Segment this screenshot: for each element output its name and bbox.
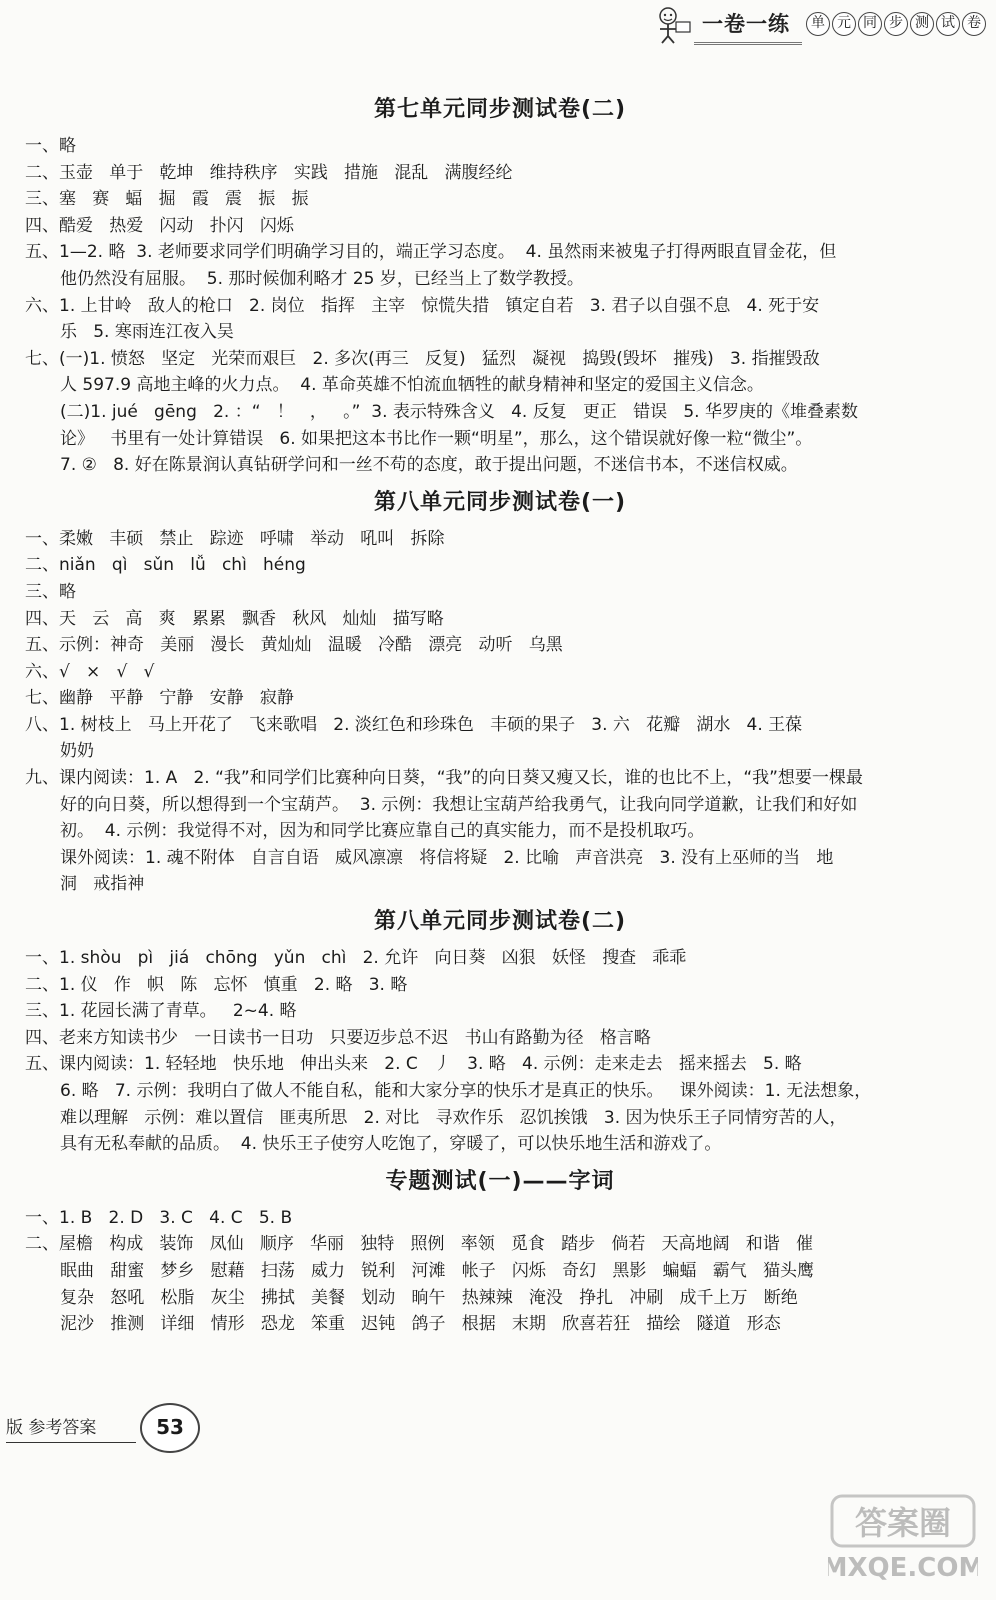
section-title: 第八单元同步测试卷(一)	[373, 489, 627, 515]
answer-line: 二、niǎn qì sǔn lǚ chì héng	[25, 555, 306, 576]
answer-line: (二)1. jué gēng 2. ：“ ！ ， 。” 3. 表示特殊含义 4. 反复 更正 错误 5. 华罗庚的《堆叠素数	[60, 401, 858, 422]
answer-line: 一、柔嫩 丰硕 禁止 踪迹 呼啸 举动 吼叫 拆除	[25, 528, 445, 549]
answer-line: 七、(一)1. 愤怒 坚定 光荣而艰巨 2. 多次(再三 反复) 猛烈 凝视 捣毁(毁坏 摧残) 3. 指摧毁敌	[25, 348, 820, 369]
subtitle-char: 单	[806, 12, 830, 36]
answer-line: 三、略	[25, 581, 76, 602]
answer-line: 初。 4. 示例：我觉得不对，因为和同学比赛应靠自己的真实能力，而不是投机取巧。	[60, 821, 705, 842]
subtitle-char: 步	[884, 12, 908, 36]
answer-line: 四、老来方知读书少 一日读书一日功 只要迈步总不迟 书山有路勤为径 格言略	[25, 1027, 651, 1048]
answer-line: 7. ② 8. 好在陈景润认真钻研学问和一丝不苟的态度，敢于提出问题，不迷信书本，不迷信权威。	[60, 455, 798, 476]
answer-line: 人 597.9 高地主峰的火力点。 4. 革命英雄不怕流血牺牲的献身精神和坚定的爱国主义信念。	[60, 375, 764, 396]
answer-line: 八、1. 树枝上 马上开花了 飞来歌唱 2. 淡红色和珍珠色 丰硕的果子 3. 六 花瓣 湖水 4. 王葆	[25, 714, 803, 735]
answer-line: 课外阅读：1. 魂不附体 自言自语 威风凛凛 将信将疑 2. 比喻 声音洪亮 3. 没有上巫师的当 地	[60, 847, 834, 868]
section-title: 专题测试(一)——字词	[385, 1168, 615, 1194]
answer-line: 三、1. 花园长满了青草。 2~4. 略	[25, 1001, 297, 1022]
subtitle-char: 元	[832, 12, 856, 36]
answer-line: 6. 略 7. 示例：我明白了做人不能自私，能和大家分享的快乐才是真正的快乐。 课外阅读：1. 无法想象，	[60, 1081, 872, 1101]
subtitle-char: 同	[858, 12, 882, 36]
answer-line: 难以理解 示例：难以置信 匪夷所思 2. 对比 寻欢作乐 忍饥挨饿 3. 因为快乐王子同情穷苦的人，	[60, 1107, 847, 1128]
answer-line: 二、玉壶 单于 乾坤 维持秩序 实践 措施 混乱 满腹经纶	[25, 162, 513, 183]
answer-line: 具有无私奉献的品质。 4. 快乐王子使穷人吃饱了，穿暖了，可以快乐地生活和游戏了。	[60, 1134, 722, 1155]
book-series-title: 一卷一练	[694, 4, 802, 45]
answer-content	[25, 86, 975, 1338]
answer-line: 洞 戒指神	[60, 874, 145, 895]
watermark-top: 答案圈	[854, 1504, 952, 1542]
section-title: 第八单元同步测试卷(二)	[373, 909, 627, 935]
answer-line: 好的向日葵，所以想得到一个宝葫芦。 3. 示例：我想让宝葫芦给我勇气，让我向同学道歉，让我们和好如	[60, 794, 858, 815]
answer-line: 五、示例：神奇 美丽 漫长 黄灿灿 温暖 冷酷 漂亮 动听 乌黑	[25, 635, 563, 656]
answer-line: 六、√ × √ √	[25, 661, 155, 682]
header-banner	[646, 4, 986, 44]
subtitle-char: 测	[910, 12, 934, 36]
answer-line: 复杂 怒吼 松脂 灰尘 拂拭 美餐 划动 晌午 热辣辣 淹没 挣扎 冲刷 成千上万 断绝	[60, 1287, 798, 1308]
page-number: 53	[140, 1403, 200, 1453]
answer-line: 一、1. B 2. D 3. C 4. C 5. B	[25, 1207, 293, 1228]
answer-line: 七、幽静 平静 宁静 安静 寂静	[25, 688, 294, 709]
answer-line: 六、1. 上甘岭 敌人的枪口 2. 岗位 指挥 主宰 惊慌失措 镇定自若 3. 君子以自强不息 4. 死于安	[25, 295, 820, 316]
answer-line: 四、天 云 高 爽 累累 飘香 秋风 灿灿 描写略	[25, 608, 444, 629]
answer-line: 三、塞 赛 蝠 掘 霞 震 振 振	[25, 189, 309, 210]
answer-line: 他仍然没有屈服。 5. 那时候伽利略才 25 岁，已经当上了数学教授。	[60, 268, 584, 289]
mascot-icon	[646, 4, 694, 44]
section-title: 第七单元同步测试卷(二)	[373, 97, 627, 122]
answer-line: 泥沙 推测 详细 情形 恐龙 笨重 迟钝 鸽子 根据 末期 欣喜若狂 描绘 隧道 形态	[60, 1314, 781, 1335]
answer-line: 五、1—2. 略 3. 老师要求同学们明确学习目的，端正学习态度。 4. 虽然雨来被鬼子打得两眼直冒金花，但	[25, 242, 837, 263]
answer-line: 二、屋檐 构成 装饰 凤仙 顺序 华丽 独特 照例 率领 觅食 踏步 倘若 天高地阔 和谐 催	[25, 1234, 813, 1255]
answer-line: 五、课内阅读：1. 轻轻地 快乐地 伸出头来 2. C 丿 3. 略 4. 示例：走来走去 摇来摇去 5. 略	[25, 1054, 802, 1075]
footer-label: 版 参考答案	[6, 1413, 136, 1443]
answer-line: 眠曲 甜蜜 梦乡 慰藉 扫荡 威力 锐利 河滩 帐子 闪烁 奇幻 黑影 蝙蝠 霸气 猫头鹰	[60, 1260, 814, 1281]
page-footer	[0, 1395, 220, 1465]
answer-line: 二、1. 仪 作 帜 陈 忘怀 慎重 2. 略 3. 略	[25, 974, 408, 995]
answer-line: 乐 5. 寒雨连江夜入吴	[60, 322, 234, 343]
answer-line: 一、1. shòu pì jiá chōng yǔn chì 2. 允许 向日葵 凶狠 妖怪 搜查 乖乖	[25, 948, 687, 969]
answer-line: 奶奶	[60, 741, 94, 762]
watermark-bottom: MXQE.COM	[828, 1553, 978, 1583]
answer-line: 一、略	[25, 136, 76, 156]
answer-line: 论》 书里有一处计算错误 6. 如果把这本书比作一颗“明星”，那么，这个错误就好像一粒“微尘”。	[60, 428, 813, 449]
answer-line: 九、课内阅读：1. A 2. “我”和同学们比赛种向日葵，“我”的向日葵又瘦又长，谁的也比不上，“我”想要一棵最	[25, 768, 863, 789]
subtitle-char: 试	[936, 12, 960, 36]
subtitle-char: 卷	[962, 12, 986, 36]
answer-line: 四、酷爱 热爱 闪动 扑闪 闪烁	[25, 215, 294, 236]
watermark-logo	[828, 1490, 978, 1586]
banner-subtitle	[806, 12, 986, 36]
